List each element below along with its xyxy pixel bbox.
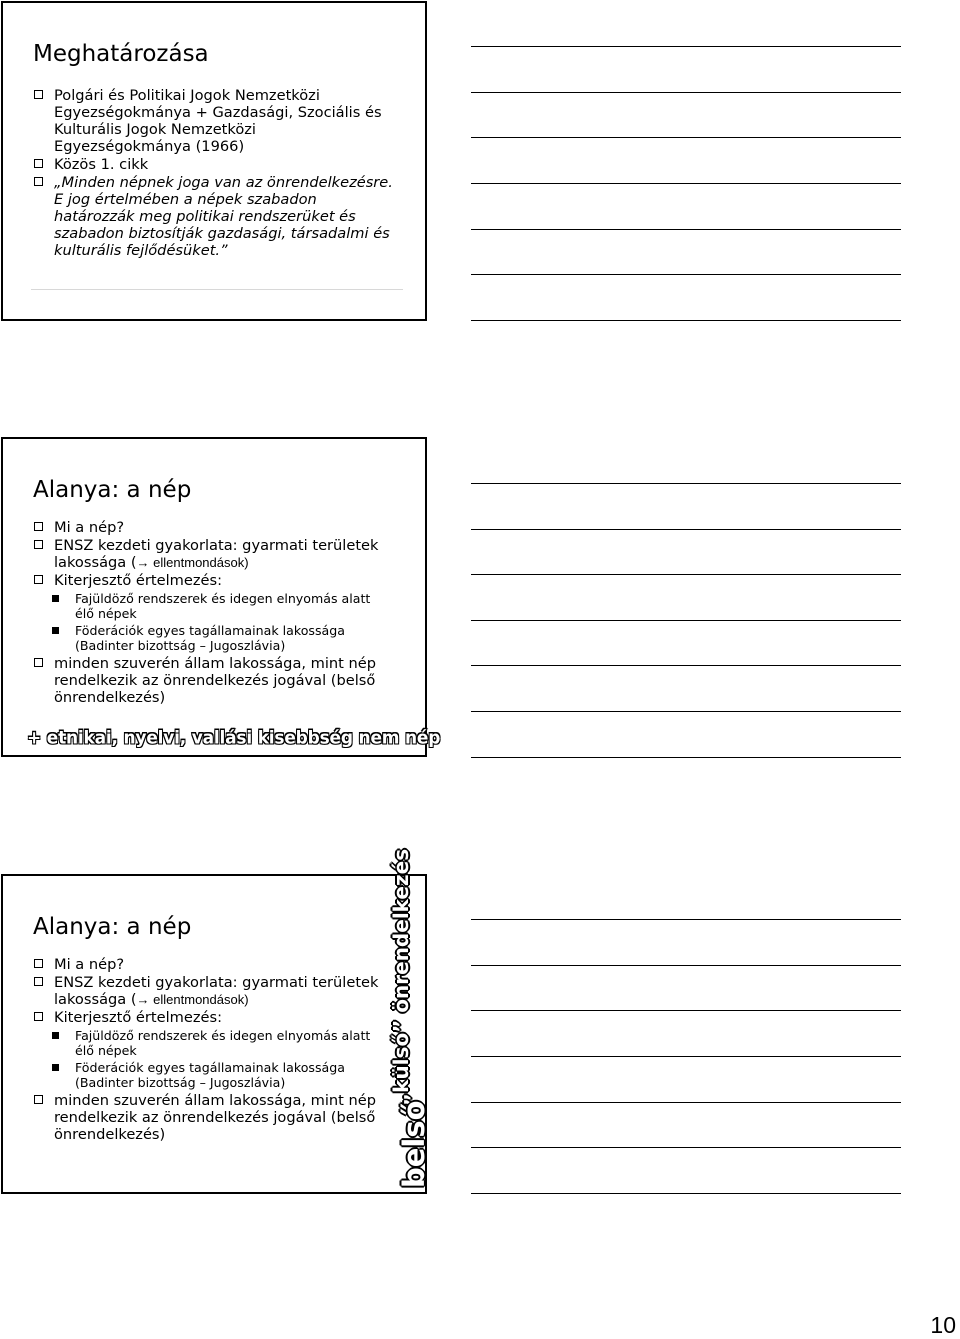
square-bullet-icon <box>52 595 59 602</box>
sub-list-item: Fajüldöző rendszerek és idegen elnyomás alatt élő népek <box>33 591 393 621</box>
slide-2 <box>1 437 441 757</box>
checkbox-bullet-icon <box>34 575 43 584</box>
kulso-onrendelkezes-label: „külső” önrendelkezés <box>389 848 413 1106</box>
checkbox-bullet-icon <box>34 90 43 99</box>
bullet-list <box>33 519 393 707</box>
sub-list-item: Föderációk egyes tagállamainak lakossága (Badinter bizottság – Jugoszlávia) <box>33 623 393 653</box>
bullet-list <box>33 956 393 1144</box>
list-item: minden szuverén állam lakossága, mint nép rendelkezik az önrendelkezés jogával (belső önrendelkezés) <box>33 1092 393 1143</box>
checkbox-bullet-icon <box>34 159 43 168</box>
checkbox-bullet-icon <box>34 977 43 986</box>
slide-3 <box>1 848 431 1194</box>
sub-list-item: Föderációk egyes tagállamainak lakossága (Badinter bizottság – Jugoszlávia) <box>33 1060 393 1090</box>
sub-list-item: Fajüldöző rendszerek és idegen elnyomás alatt élő népek <box>33 1028 393 1058</box>
minority-banner: + etnikai, nyelvi, vallási kisebbség nem nép <box>27 727 441 749</box>
list-item: Kiterjesztő értelmezés: <box>33 1009 393 1026</box>
list-item: Polgári és Politikai Jogok Nemzetközi Egyezségokmánya + Gazdasági, Szociális és Kulturális Jogok Nemzetközi Egyezségokmánya (1966) <box>33 87 393 155</box>
square-bullet-icon <box>52 1032 59 1039</box>
checkbox-bullet-icon <box>34 540 43 549</box>
checkbox-bullet-icon <box>34 522 43 531</box>
slide-title: Alanya: a nép <box>33 914 192 940</box>
list-item: Közös 1. cikk <box>33 156 393 173</box>
checkbox-bullet-icon <box>34 959 43 968</box>
checkbox-bullet-icon <box>34 658 43 667</box>
list-item: Kiterjesztő értelmezés: <box>33 572 393 589</box>
checkbox-bullet-icon <box>34 1095 43 1104</box>
bullet-list <box>33 87 393 260</box>
list-item: Mi a nép? <box>33 956 393 973</box>
list-item: minden szuverén állam lakossága, mint nép rendelkezik az önrendelkezés jogával (belső önrendelkezés) <box>33 655 393 706</box>
square-bullet-icon <box>52 1064 59 1071</box>
checkbox-bullet-icon <box>34 177 43 186</box>
footer-rule <box>31 289 403 290</box>
checkbox-bullet-icon <box>34 1012 43 1021</box>
slide-1 <box>1 1 427 321</box>
square-bullet-icon <box>52 627 59 634</box>
slide-title: Meghatározása <box>33 41 209 67</box>
list-item: Mi a nép? <box>33 519 393 536</box>
list-item: ENSZ kezdeti gyakorlata: gyarmati területek lakossága (→ ellentmondások) <box>33 974 393 1008</box>
belso-label: belső <box>397 1100 431 1188</box>
list-item: „Minden népnek joga van az önrendelkezésre. E jog értelmében a népek szabadon határozzák meg politikai rendszerüket és szabadon biztosítják gazdasági, társadalmi és kulturális fejlődésüket.” <box>33 174 393 259</box>
slide-title: Alanya: a nép <box>33 477 192 503</box>
list-item: ENSZ kezdeti gyakorlata: gyarmati területek lakossága (→ ellentmondások) <box>33 537 393 571</box>
page-number: 10 <box>930 1312 956 1338</box>
